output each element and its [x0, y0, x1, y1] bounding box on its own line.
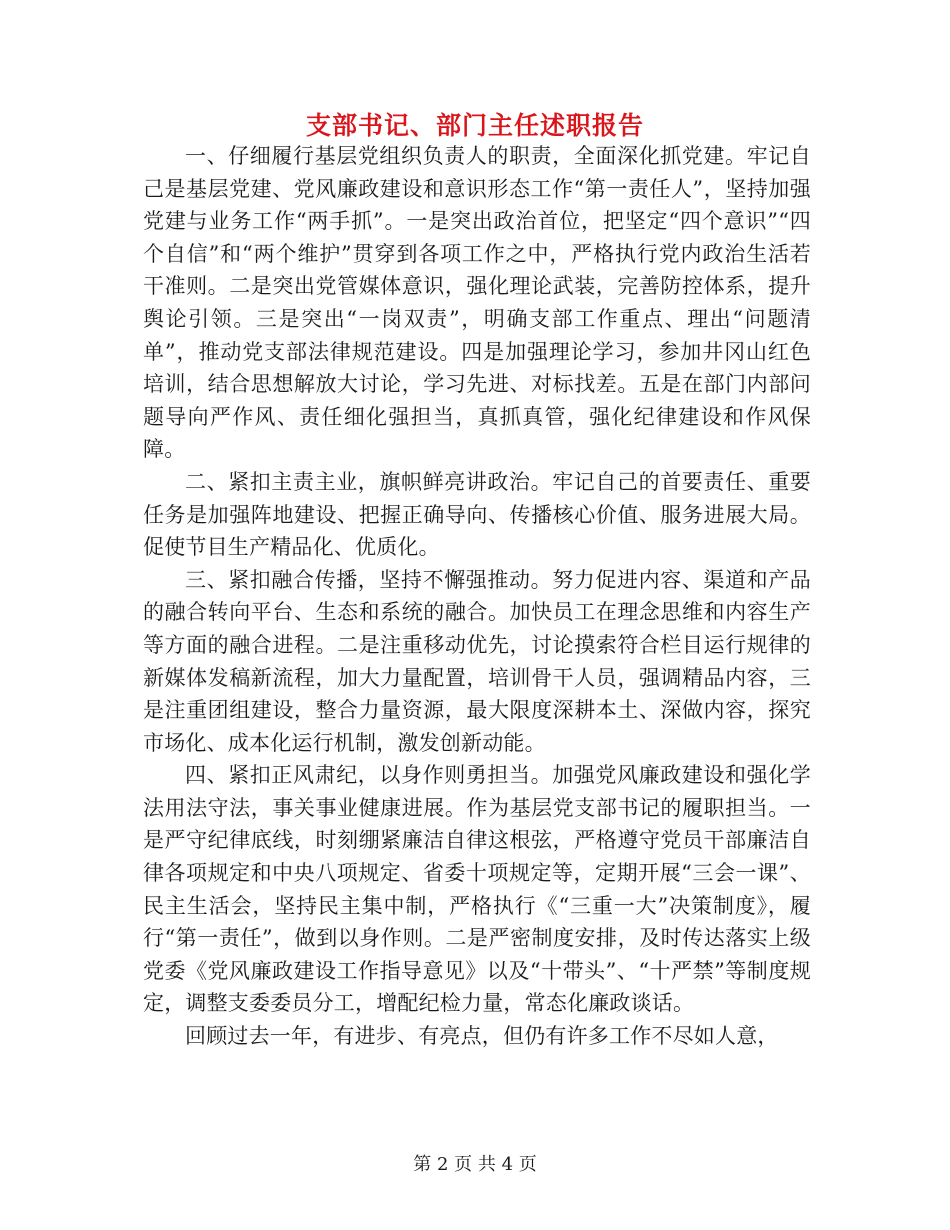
paragraph-1: 一、仔细履行基层党组织负责人的职责，全面深化抓党建。牢记自己是基层党建、党风廉政建设和意识形态工作“第一责任人”，坚持加强党建与业务工作“两手抓”。一是突出政治首位，把坚定“四个意识”“四个自信”和“两个维护”贯穿到各项工作之中，严格执行党内政治生活若干准则。二是突出党管媒体意识，强化理论武装，完善防控体系，提升舆论引领。三是突出“一岗双责”，明确支部工作重点、理出“问题清单”，推动党支部法律规范建设。四是加强理论学习，参加井冈山红色培训，结合思想解放大讨论，学习先进、对标找差。五是在部门内部问题导向严作风、责任细化强担当，真抓真管，强化纪律建设和作风保障。: [143, 144, 811, 462]
paragraph-5: 回顾过去一年，有进步、有亮点，但仍有许多工作不尽如人意，: [185, 1024, 779, 1049]
paragraph-2: 二、紧扣主责主业，旗帜鲜亮讲政治。牢记自己的首要责任、重要任务是加强阵地建设、把握正确导向、传播核心价值、服务进展大局。促使节目生产精品化、优质化。: [143, 469, 811, 560]
page-title: 支部书记、部门主任述职报告: [305, 111, 644, 140]
document-body: [143, 140, 811, 1053]
page-number-footer: 第 2 页 共 4 页: [413, 1154, 537, 1175]
paragraph-3: 三、紧扣融合传播，坚持不懈强推动。努力促进内容、渠道和产品的融合转向平台、生态和系统的融合。加快员工在理念思维和内容生产等方面的融合进程。二是注重移动优先，讨论摸索符合栏目运行规律的新媒体发稿新流程，加大力量配置，培训骨干人员，强调精品内容，三是注重团组建设，整合力量资源，最大限度深耕本土、深做内容，探究市场化、成本化运行机制，激发创新动能。: [143, 567, 811, 755]
paragraph-4: 四、紧扣正风肃纪，以身作则勇担当。加强党风廉政建设和强化学法用法守法，事关事业健康进展。作为基层党支部书记的履职担当。一是严守纪律底线，时刻绷紧廉洁自律这根弦，严格遵守党员干部廉洁自律各项规定和中央八项规定、省委十项规定等，定期开展“三会一课”、民主生活会，坚持民主集中制，严格执行《“三重一大”决策制度》，履行“第一责任”，做到以身作则。二是严密制度安排，及时传达落实上级党委《党风廉政建设工作指导意见》以及“十带头”、“十严禁”等制度规定，调整支委委员分工，增配纪检力量，常态化廉政谈话。: [143, 763, 811, 1016]
